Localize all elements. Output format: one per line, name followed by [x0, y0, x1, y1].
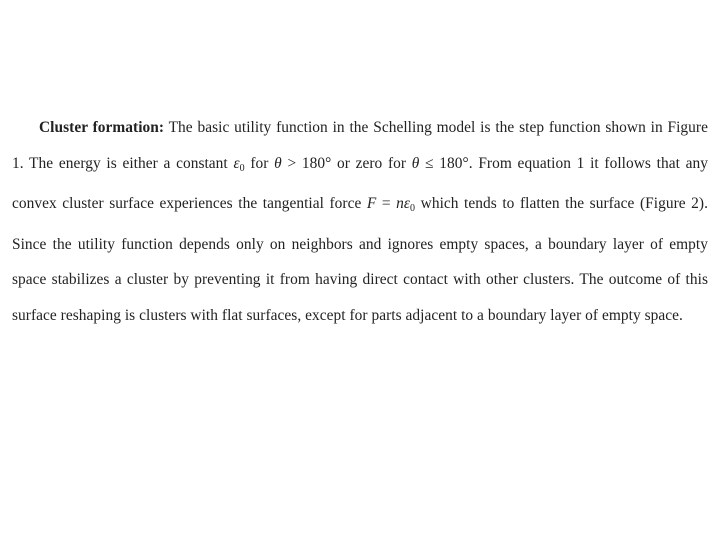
force-epsilon-base: ε: [403, 195, 411, 212]
paragraph-body: [12, 110, 708, 333]
text-segment-5: which tends to flatten the surface (Figure 2). Since the utility function depends only on neighbors and ignores empty spaces, a boundary layer of empty space stabilizes a cluster by preventing it from having direct contact with other clusters. The outcome of this surface reshaping is clusters with flat surfaces, except for parts adjacent to a boundary layer of empty space.: [12, 195, 708, 324]
force-equals: =: [376, 195, 397, 212]
text-segment-2: for: [244, 154, 275, 172]
paragraph-heading: Cluster formation:: [39, 119, 165, 136]
force-epsilon-subscript: 0: [410, 203, 416, 214]
force-variable: F: [366, 195, 377, 212]
force-epsilon-symbol: [404, 195, 415, 212]
theta-symbol-1: θ: [274, 154, 282, 172]
text-segment-3: > 180° or zero for: [281, 154, 412, 172]
epsilon-zero-symbol: [233, 155, 244, 172]
force-n-variable: n: [396, 195, 404, 212]
text-segment-1: The basic utility function in the Schelling model is the step function shown in Figure 1. The energy is either a constant: [12, 119, 708, 172]
epsilon-subscript: 0: [239, 162, 245, 174]
text-segment-4: ≤ 180°. From equation 1 it follows that any convex cluster surface experiences the tangential force: [12, 154, 708, 212]
theta-symbol-2: θ: [411, 154, 420, 172]
cluster-formation-paragraph: [12, 110, 708, 333]
epsilon-base: ε: [233, 154, 240, 172]
